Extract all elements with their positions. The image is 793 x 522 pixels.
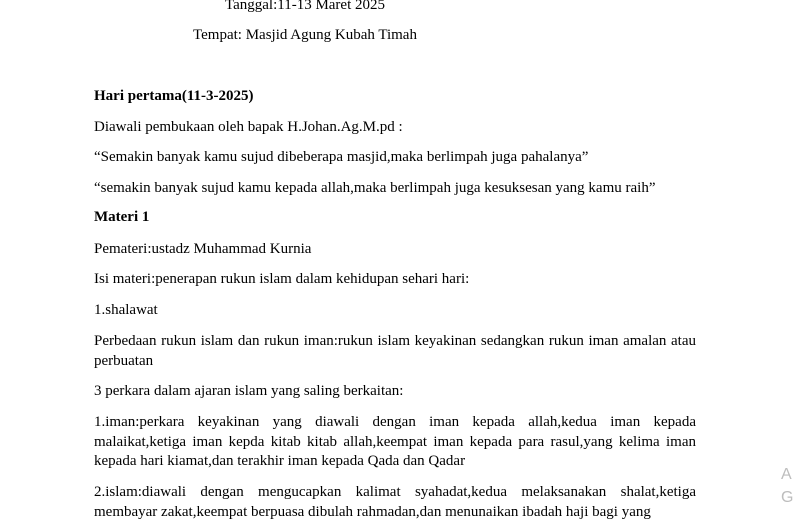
iman-paragraph: 1.iman:perkara keyakinan yang diawali dengan iman kepada allah,kedua iman kepada malaikat,ketiga iman kepda kitab kitab allah,keempat iman kepada para rasul,yang kelima iman kepada hari kiamat,dan terakhir iman kepada Qada dan Qadar xyxy=(94,414,696,469)
quote-2: “semakin banyak sujud kamu kepada allah,maka berlimpah juga kesuksesan yang kamu raih” xyxy=(94,180,656,196)
day-heading: Hari pertama(11-3-2025) xyxy=(94,88,254,104)
location-line: Tempat: Masjid Agung Kubah Timah xyxy=(193,27,417,43)
edge-text-1: A xyxy=(781,466,792,483)
three-matters-line: 3 perkara dalam ajaran islam yang saling berkaitan: xyxy=(94,383,404,399)
opening-line: Diawali pembukaan oleh bapak H.Johan.Ag.M.pd : xyxy=(94,119,403,135)
content-intro: Isi materi:penerapan rukun islam dalam kehidupan sehari hari: xyxy=(94,271,470,287)
islam-paragraph: 2.islam:diawali dengan mengucapkan kalimat syahadat,kedua melaksanakan shalat,ketiga membayar zakat,keempat berpuasa dibulah rahmadan,dan menunaikan ibadah haji bagi yang xyxy=(94,484,696,520)
quote-1: “Semakin banyak kamu sujud dibeberapa masjid,maka berlimpah juga pahalanya” xyxy=(94,149,589,165)
list-item-1: 1.shalawat xyxy=(94,302,158,318)
edge-text-2: G xyxy=(781,489,793,506)
speaker-line: Pemateri:ustadz Muhammad Kurnia xyxy=(94,241,312,257)
difference-paragraph: Perbedaan rukun islam dan rukun iman:rukun islam keyakinan sedangkan rukun iman amalan atau perbuatan xyxy=(94,333,696,369)
date-line: Tanggal:11-13 Maret 2025 xyxy=(224,0,386,13)
materi-heading: Materi 1 xyxy=(94,209,150,225)
